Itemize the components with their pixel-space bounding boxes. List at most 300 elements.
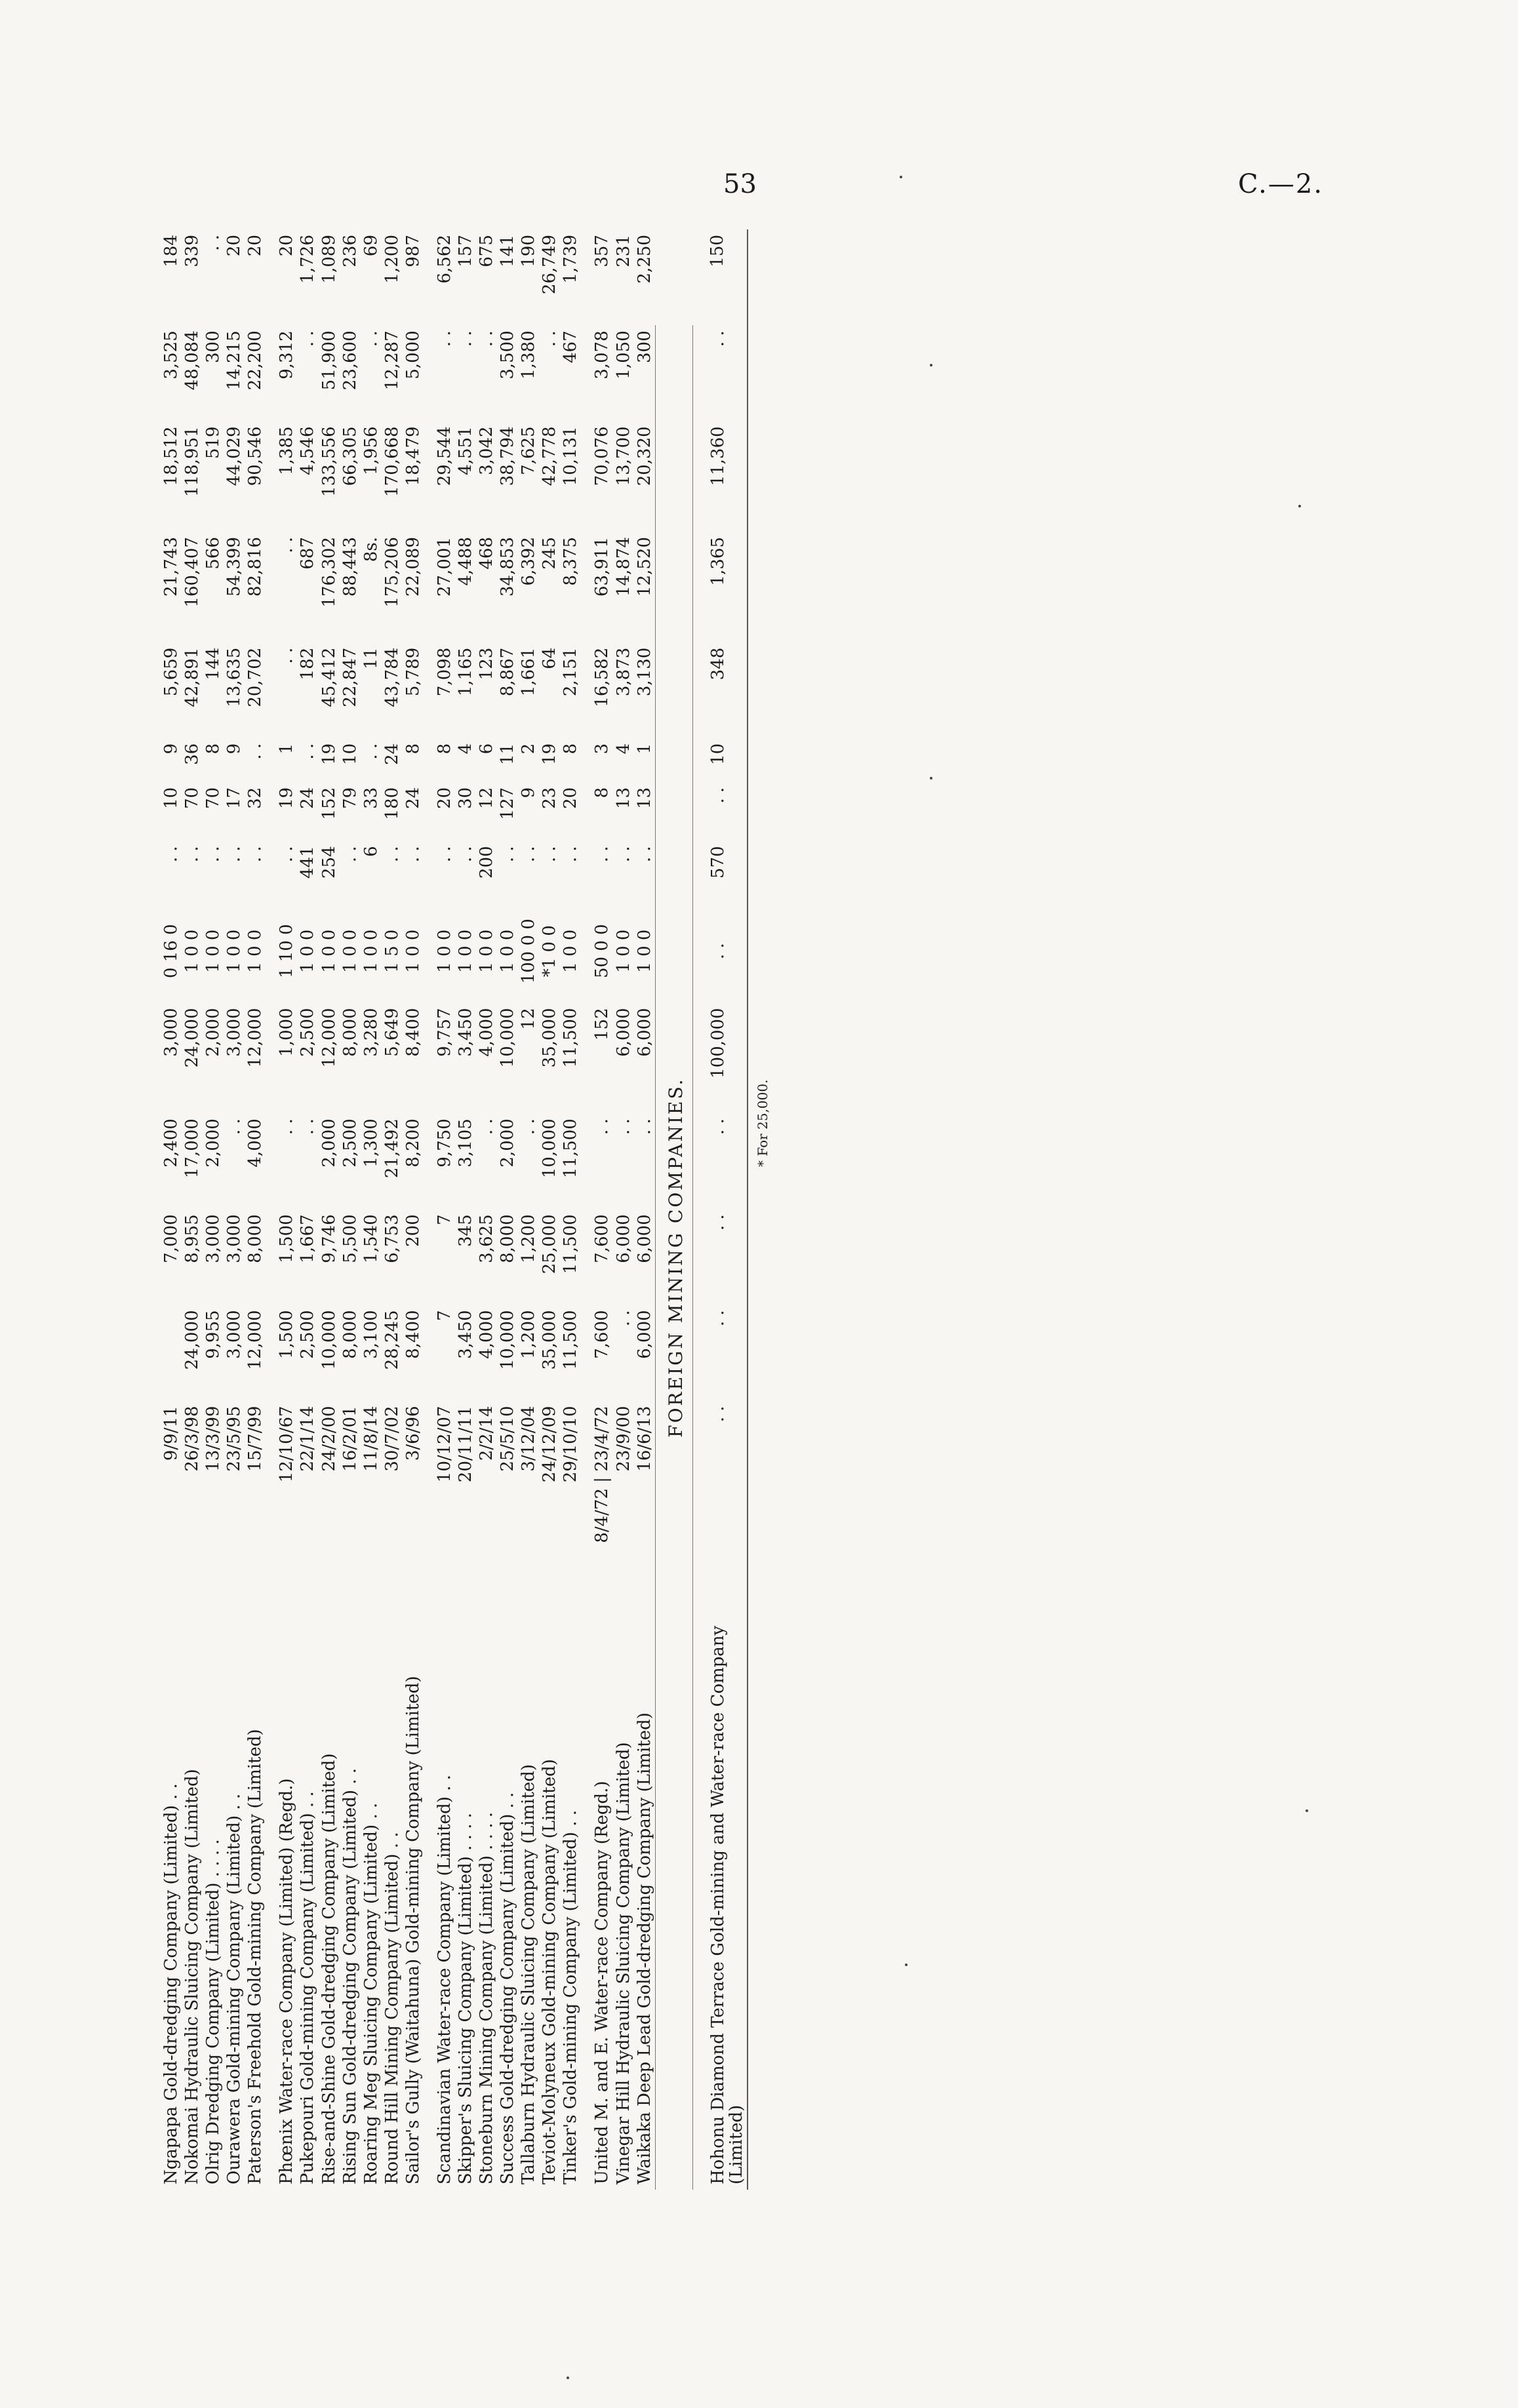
cell-c10: 82,816 [245, 537, 266, 597]
cell-c9: 42,891 [182, 647, 203, 707]
company-name: Tinker's Gold-mining Company (Limited) . . [561, 1810, 581, 2184]
cell-c10: 160,407 [182, 537, 203, 608]
cell-c3: 9,750 [434, 1118, 454, 1168]
cell-c2: 1,200 [519, 1214, 539, 1263]
cell-c9: 144 [203, 647, 224, 681]
company-name: Round Hill Mining Company (Limited) . . [382, 1832, 402, 2184]
foreign-section [655, 229, 692, 2190]
print-speck [1306, 1809, 1308, 1812]
cell-c9: 13,635 [224, 647, 245, 707]
series-code: C.—2. [1238, 169, 1324, 199]
cell-c8: 19 [540, 743, 560, 765]
cell-c9: 16,582 [592, 647, 612, 707]
cell-c3: 4,000 [245, 1118, 266, 1168]
cell-date: 12/10/67 [277, 1406, 297, 1483]
cell-c10: 4,488 [456, 537, 476, 586]
table-row [476, 229, 497, 2190]
cell-c6: . . [561, 846, 581, 863]
table-row [634, 229, 656, 2190]
cell-c4: 12,000 [319, 1008, 339, 1068]
cell-c7: 20 [434, 787, 454, 809]
cell-c3: 10,000 [540, 1118, 560, 1179]
cell-c2: 7 [434, 1214, 454, 1225]
print-speck [1298, 505, 1301, 507]
company-name: Ourawera Gold-mining Company (Limited) . . [224, 1793, 245, 2184]
table-row [161, 229, 182, 2190]
cell-c3: 2,000 [319, 1118, 339, 1168]
cell-c8: 10 [340, 743, 360, 765]
cell-c13: 6,562 [434, 235, 454, 284]
cell-c3: . . [613, 1118, 633, 1135]
cell-shares: *1 0 0 [540, 925, 560, 977]
cell-c6: 200 [477, 846, 497, 879]
cell-c13: 20 [277, 235, 297, 257]
cell-c3: 8,200 [403, 1118, 423, 1168]
cell-shares: 1 0 0 [203, 929, 224, 973]
cell-c1: 3,450 [456, 1310, 476, 1359]
cell-shares: . . [692, 899, 748, 1002]
table-row [581, 229, 612, 2190]
cell-c13: 987 [403, 235, 423, 267]
table-row [297, 229, 318, 2190]
cell-c9: 3,130 [634, 647, 654, 697]
cell-date: 24/12/09 [540, 1406, 560, 1483]
cell-c2: 3,000 [203, 1214, 224, 1263]
cell-c12: . . [298, 330, 318, 347]
cell-shares: 1 0 0 [498, 929, 518, 973]
cell-c11: 70,076 [592, 426, 612, 486]
cell-c10: . . [277, 537, 297, 553]
cell-c13: 2,250 [634, 235, 654, 284]
cell-c7: 32 [245, 787, 266, 809]
cell-c12: 23,600 [340, 330, 360, 391]
cell-c4: 11,500 [561, 1008, 581, 1068]
print-speck [567, 2377, 569, 2379]
cell-c4: 2,500 [298, 1008, 318, 1057]
cell-c8: 4 [456, 743, 476, 755]
cell-c7: 152 [319, 787, 339, 820]
cell-c4: 3,000 [161, 1008, 181, 1057]
cell-c10: 21,743 [161, 537, 181, 597]
company-name: Skipper's Sluicing Company (Limited) . . . . [456, 1813, 476, 2184]
cell-c2: 1,540 [361, 1214, 381, 1263]
cell-c1: 8,400 [403, 1310, 423, 1359]
cell-c11: 7,625 [519, 426, 539, 475]
cell-c8: 9 [161, 743, 181, 755]
cell-shares: 1 0 0 [634, 929, 654, 973]
cell-c1: 1,200 [519, 1310, 539, 1359]
cell-c4: 6,000 [613, 1008, 633, 1057]
company-name: Phœnix Water-race Company (Limited) (Regd.) [277, 1778, 297, 2184]
cell-c6: . . [161, 846, 181, 863]
company-name: Nokomai Hydraulic Sluicing Company (Limited) [182, 1769, 203, 2184]
cell-c7: 24 [298, 787, 318, 809]
cell-c1: 35,000 [540, 1310, 560, 1370]
cell-date: 29/10/10 [561, 1406, 581, 1483]
cell-c4: 3,450 [456, 1008, 476, 1057]
cell-date: 16/2/01 [340, 1406, 360, 1472]
cell-c13: 675 [477, 235, 497, 267]
table-row [340, 229, 361, 2190]
cell-c13: 26,749 [540, 235, 560, 294]
cell-c3: . . [224, 1118, 245, 1135]
cell-c12: 22,200 [245, 330, 266, 391]
cell-shares: 1 0 0 [477, 929, 497, 973]
cell-c7: 70 [203, 787, 224, 809]
cell-c3: 3,105 [456, 1118, 476, 1168]
cell-c11: 519 [203, 426, 224, 459]
page-number: 53 [723, 169, 757, 199]
cell-c3: . . [519, 1118, 539, 1135]
cell-c4: 12 [519, 1008, 539, 1030]
cell-shares: 1 10 0 [277, 924, 297, 979]
cell-c13: 357 [592, 235, 612, 267]
cell-c7: 30 [456, 787, 476, 809]
cell-c3: 17,000 [182, 1118, 203, 1179]
cell-c10: 34,853 [498, 537, 518, 597]
cell-c4: 100,000 [692, 1002, 748, 1113]
cell-c3: . . [277, 1118, 297, 1135]
footnote: * For 25,000. [755, 1079, 771, 1167]
cell-c7: 13 [634, 787, 654, 809]
cell-shares: 1 0 0 [434, 929, 454, 973]
cell-c12: . . [434, 330, 454, 347]
cell-c7: 23 [540, 787, 560, 809]
cell-c11: 118,951 [182, 426, 203, 497]
company-name: Waikaka Deep Lead Gold-dredging Company (Limited) [634, 1712, 654, 2184]
cell-c7: 17 [224, 787, 245, 809]
cell-c11: 10,131 [561, 426, 581, 486]
cell-c13: 1,200 [382, 235, 402, 284]
cell-c11: 170,668 [382, 426, 402, 497]
cell-shares: 1 0 0 [319, 929, 339, 973]
cell-c6: 254 [319, 846, 339, 879]
company-name: Sailor's Gully (Waitahuna) Gold-mining Company (Limited) [403, 1676, 423, 2184]
cell-c8: 4 [613, 743, 633, 755]
cell-c2: 6,753 [382, 1214, 402, 1263]
cell-c9: 11 [361, 647, 381, 669]
cell-c9: 7,098 [434, 647, 454, 697]
cell-c1: 1,500 [277, 1310, 297, 1359]
cell-c4: 8,000 [340, 1008, 360, 1057]
print-speck [900, 176, 902, 178]
cell-shares: 1 0 0 [245, 929, 266, 973]
cell-c8: 8 [203, 743, 224, 755]
cell-c7: 180 [382, 787, 402, 820]
cell-c10: 54,399 [224, 537, 245, 597]
table-row [539, 229, 560, 2190]
cell-c3: 2,400 [161, 1118, 181, 1168]
cell-c2: 7,600 [592, 1214, 612, 1263]
cell-date: 9/9/11 [161, 1406, 181, 1461]
cell-c9: 43,784 [382, 647, 402, 707]
foreign-heading: FOREIGN MINING COMPANIES. [655, 325, 692, 2190]
cell-shares: 1 0 0 [298, 929, 318, 973]
cell-c7: 127 [498, 787, 518, 820]
cell-c7: 20 [561, 787, 581, 809]
cell-c10: 63,911 [592, 537, 612, 597]
cell-c8: 3 [592, 743, 612, 755]
cell-c2: 1,667 [298, 1214, 318, 1263]
cell-c3: 2,500 [340, 1118, 360, 1168]
cell-shares: 1 0 0 [456, 929, 476, 973]
cell-c8: 8 [561, 743, 581, 755]
cell-c11: 13,700 [613, 426, 633, 486]
cell-c12: 300 [634, 330, 654, 363]
cell-c6: . . [456, 846, 476, 863]
cell-c11: 1,385 [277, 426, 297, 475]
cell-c10: 14,874 [613, 537, 633, 597]
cell-c7: 8 [592, 787, 612, 799]
cell-c6: . . [634, 846, 654, 863]
cell-c13: 184 [161, 235, 181, 267]
cell-c11: 133,556 [319, 426, 339, 497]
cell-c12: 51,900 [319, 330, 339, 391]
cell-c1: 7,600 [592, 1310, 612, 1359]
table-row [403, 229, 424, 2190]
cell-date: 15/7/99 [245, 1406, 266, 1472]
cell-shares: 1 0 0 [361, 929, 381, 973]
cell-c4: 35,000 [540, 1008, 560, 1068]
cell-c3: . . [477, 1118, 497, 1135]
cell-c12: . . [361, 330, 381, 347]
cell-c12: 467 [561, 330, 581, 363]
cell-c12: . . [692, 325, 748, 421]
cell-c9: 5,789 [403, 647, 423, 697]
cell-c1: 12,000 [245, 1310, 266, 1370]
cell-c8: . . [361, 743, 381, 760]
table-row [560, 229, 581, 2190]
cell-c8: . . [245, 743, 266, 760]
cell-c3: 2,000 [203, 1118, 224, 1168]
cell-date: 8/4/72 | 23/4/72 [592, 1406, 612, 1543]
cell-c2: 3,625 [477, 1214, 497, 1263]
cell-date: 24/2/00 [319, 1406, 339, 1472]
cell-c4: 1,000 [277, 1008, 297, 1057]
cell-c11: 4,546 [298, 426, 318, 475]
cell-c1: 2,500 [298, 1310, 318, 1359]
cell-c6: . . [182, 846, 203, 863]
cell-shares: 1 0 0 [224, 929, 245, 973]
table-row [245, 229, 266, 2190]
cell-c10: 27,001 [434, 537, 454, 597]
cell-c6: . . [592, 846, 612, 863]
company-name: Vinegar Hill Hydraulic Sluicing Company (Limited) [613, 1742, 633, 2184]
cell-c7: 12 [477, 787, 497, 809]
cell-shares: 50 0 0 [592, 924, 612, 979]
cell-c12: . . [477, 330, 497, 347]
cell-c13: 190 [519, 235, 539, 267]
cell-c7: 79 [340, 787, 360, 809]
cell-c8: 11 [498, 743, 518, 765]
cell-c8: 2 [519, 743, 539, 755]
cell-c6: . . [277, 846, 297, 863]
cell-c8: 6 [477, 743, 497, 755]
cell-c4: 3,000 [224, 1008, 245, 1057]
cell-c13: . . [203, 235, 224, 251]
cell-c10: 6,392 [519, 537, 539, 586]
cell-c10: 12,520 [634, 537, 654, 597]
cell-c11: 18,479 [403, 426, 423, 486]
table-row [692, 229, 748, 2190]
cell-date: 25/5/10 [498, 1406, 518, 1472]
table-row [497, 229, 518, 2190]
cell-c10: 245 [540, 537, 560, 570]
cell-c10: 88,443 [340, 537, 360, 597]
cell-c4: 12,000 [245, 1008, 266, 1068]
cell-c9: 3,873 [613, 647, 633, 697]
cell-shares: 1 0 0 [613, 929, 633, 973]
cell-c6: . . [382, 846, 402, 863]
cell-c2: 25,000 [540, 1214, 560, 1274]
domestic-companies-body [161, 229, 655, 2190]
table-row [613, 229, 634, 2190]
cell-c9: 64 [540, 647, 560, 669]
cell-c3: . . [634, 1118, 654, 1135]
cell-c13: 236 [340, 235, 360, 267]
cell-c10: 8s. [361, 537, 381, 563]
cell-c2: 200 [403, 1214, 423, 1247]
table-row [203, 229, 224, 2190]
cell-c13: 1,089 [319, 235, 339, 284]
cell-c9: 5,659 [161, 647, 181, 697]
cell-c8: 1 [277, 743, 297, 755]
table-row [266, 229, 297, 2190]
cell-c13: 1,726 [298, 235, 318, 284]
company-name: Roaring Meg Sluicing Company (Limited) . . [361, 1802, 381, 2184]
cell-c4: 5,649 [382, 1008, 402, 1057]
cell-c4: 2,000 [203, 1008, 224, 1057]
cell-c11: 1,956 [361, 426, 381, 475]
company-name: United M. and E. Water-race Company (Regd.) [592, 1781, 612, 2184]
cell-c7: 10 [161, 787, 181, 809]
cell-date: 23/9/00 [613, 1406, 633, 1472]
cell-date: 10/12/07 [434, 1406, 454, 1483]
cell-c11: 44,029 [224, 426, 245, 486]
table-row [361, 229, 382, 2190]
cell-c6: . . [434, 846, 454, 863]
cell-c1: 6,000 [634, 1310, 654, 1359]
cell-c3: . . [298, 1118, 318, 1135]
cell-c11: 20,320 [634, 426, 654, 486]
mining-companies-table [161, 229, 748, 2190]
company-name: Rise-and-Shine Gold-dredging Company (Limited) [319, 1753, 339, 2184]
cell-c4: 9,757 [434, 1008, 454, 1057]
cell-c7: 24 [403, 787, 423, 809]
cell-c1: 10,000 [319, 1310, 339, 1370]
cell-c6: . . [224, 846, 245, 863]
cell-date: 11/8/14 [361, 1406, 381, 1472]
cell-c9: 348 [692, 642, 748, 738]
cell-c2: 9,746 [319, 1214, 339, 1263]
cell-c8: 8 [434, 743, 454, 755]
table-row [424, 229, 455, 2190]
cell-c12: 3,078 [592, 330, 612, 380]
cell-c11: 42,778 [540, 426, 560, 486]
cell-c2: 8,955 [182, 1214, 203, 1263]
cell-shares: 0 16 0 [161, 924, 181, 979]
cell-c9: 20,702 [245, 647, 266, 707]
cell-c1: . . [613, 1310, 633, 1327]
cell-c10: 8,375 [561, 537, 581, 586]
cell-shares: 1 0 0 [403, 929, 423, 973]
cell-c2: 6,000 [634, 1214, 654, 1263]
cell-c11: 11,360 [692, 421, 748, 532]
rotated-table-container [161, 229, 829, 2190]
cell-date: . . [692, 1400, 748, 1602]
cell-c13: 339 [182, 235, 203, 267]
cell-c7: 19 [277, 787, 297, 809]
cell-c1: 4,000 [477, 1310, 497, 1359]
cell-c10: 22,089 [403, 537, 423, 597]
cell-c4: 152 [592, 1008, 612, 1041]
cell-c13: 1,739 [561, 235, 581, 284]
cell-c2: 8,000 [245, 1214, 266, 1263]
cell-c9: 8,867 [498, 647, 518, 697]
cell-c6: . . [245, 846, 266, 863]
cell-c13: 150 [692, 229, 748, 325]
cell-c11: 3,042 [477, 426, 497, 475]
cell-date: 3/12/04 [519, 1406, 539, 1472]
cell-shares: 100 0 0 [519, 918, 539, 984]
company-name: Ngapapa Gold-dredging Company (Limited) . . [161, 1783, 181, 2184]
cell-c2: 1,500 [277, 1214, 297, 1263]
cell-c12: 1,380 [519, 330, 539, 380]
cell-c7: 13 [613, 787, 633, 809]
cell-c9: 22,847 [340, 647, 360, 707]
cell-date: 13/3/99 [203, 1406, 224, 1472]
cell-c1 [161, 1305, 182, 1400]
cell-c12: 5,000 [403, 330, 423, 380]
cell-c12: . . [540, 330, 560, 347]
cell-c2: . . [692, 1209, 748, 1305]
cell-c10: 175,206 [382, 537, 402, 608]
cell-c2: 345 [456, 1214, 476, 1247]
cell-date: 30/7/02 [382, 1406, 402, 1472]
cell-c4: 10,000 [498, 1008, 518, 1068]
cell-c6: . . [340, 846, 360, 863]
cell-c1: 11,500 [561, 1310, 581, 1370]
cell-c13: 20 [224, 235, 245, 257]
cell-c12: 14,215 [224, 330, 245, 391]
cell-c13: 20 [245, 235, 266, 257]
company-name: Scandinavian Water-race Company (Limited) . . [434, 1775, 454, 2184]
company-name: Teviot-Molyneux Gold-mining Company (Limited) [540, 1759, 560, 2184]
cell-date: 3/6/96 [403, 1406, 423, 1461]
cell-c10: 176,302 [319, 537, 339, 608]
cell-c3: . . [592, 1118, 612, 1135]
cell-c2: 7,000 [161, 1214, 181, 1263]
cell-c12: 12,287 [382, 330, 402, 391]
cell-c6: . . [519, 846, 539, 863]
company-name: Hohonu Diamond Terrace Gold-mining and Water-race Company (Limited) [692, 1602, 748, 2190]
cell-c6: 570 [692, 840, 748, 899]
cell-c12: 300 [203, 330, 224, 363]
cell-c8: 9 [224, 743, 245, 755]
cell-c9: 1,661 [519, 647, 539, 697]
company-name: Stoneburn Mining Company (Limited) . . . . [477, 1811, 497, 2184]
cell-date: 16/6/13 [634, 1406, 654, 1472]
cell-c10: 1,365 [692, 532, 748, 642]
cell-c11: 90,546 [245, 426, 266, 486]
cell-c3: . . [692, 1113, 748, 1209]
cell-c4: 8,400 [403, 1008, 423, 1057]
company-name: Rising Sun Gold-dredging Company (Limited) . . [340, 1767, 360, 2184]
cell-c9: 123 [477, 647, 497, 681]
cell-c12: 9,312 [277, 330, 297, 380]
cell-c2: 3,000 [224, 1214, 245, 1263]
table-row [319, 229, 340, 2190]
